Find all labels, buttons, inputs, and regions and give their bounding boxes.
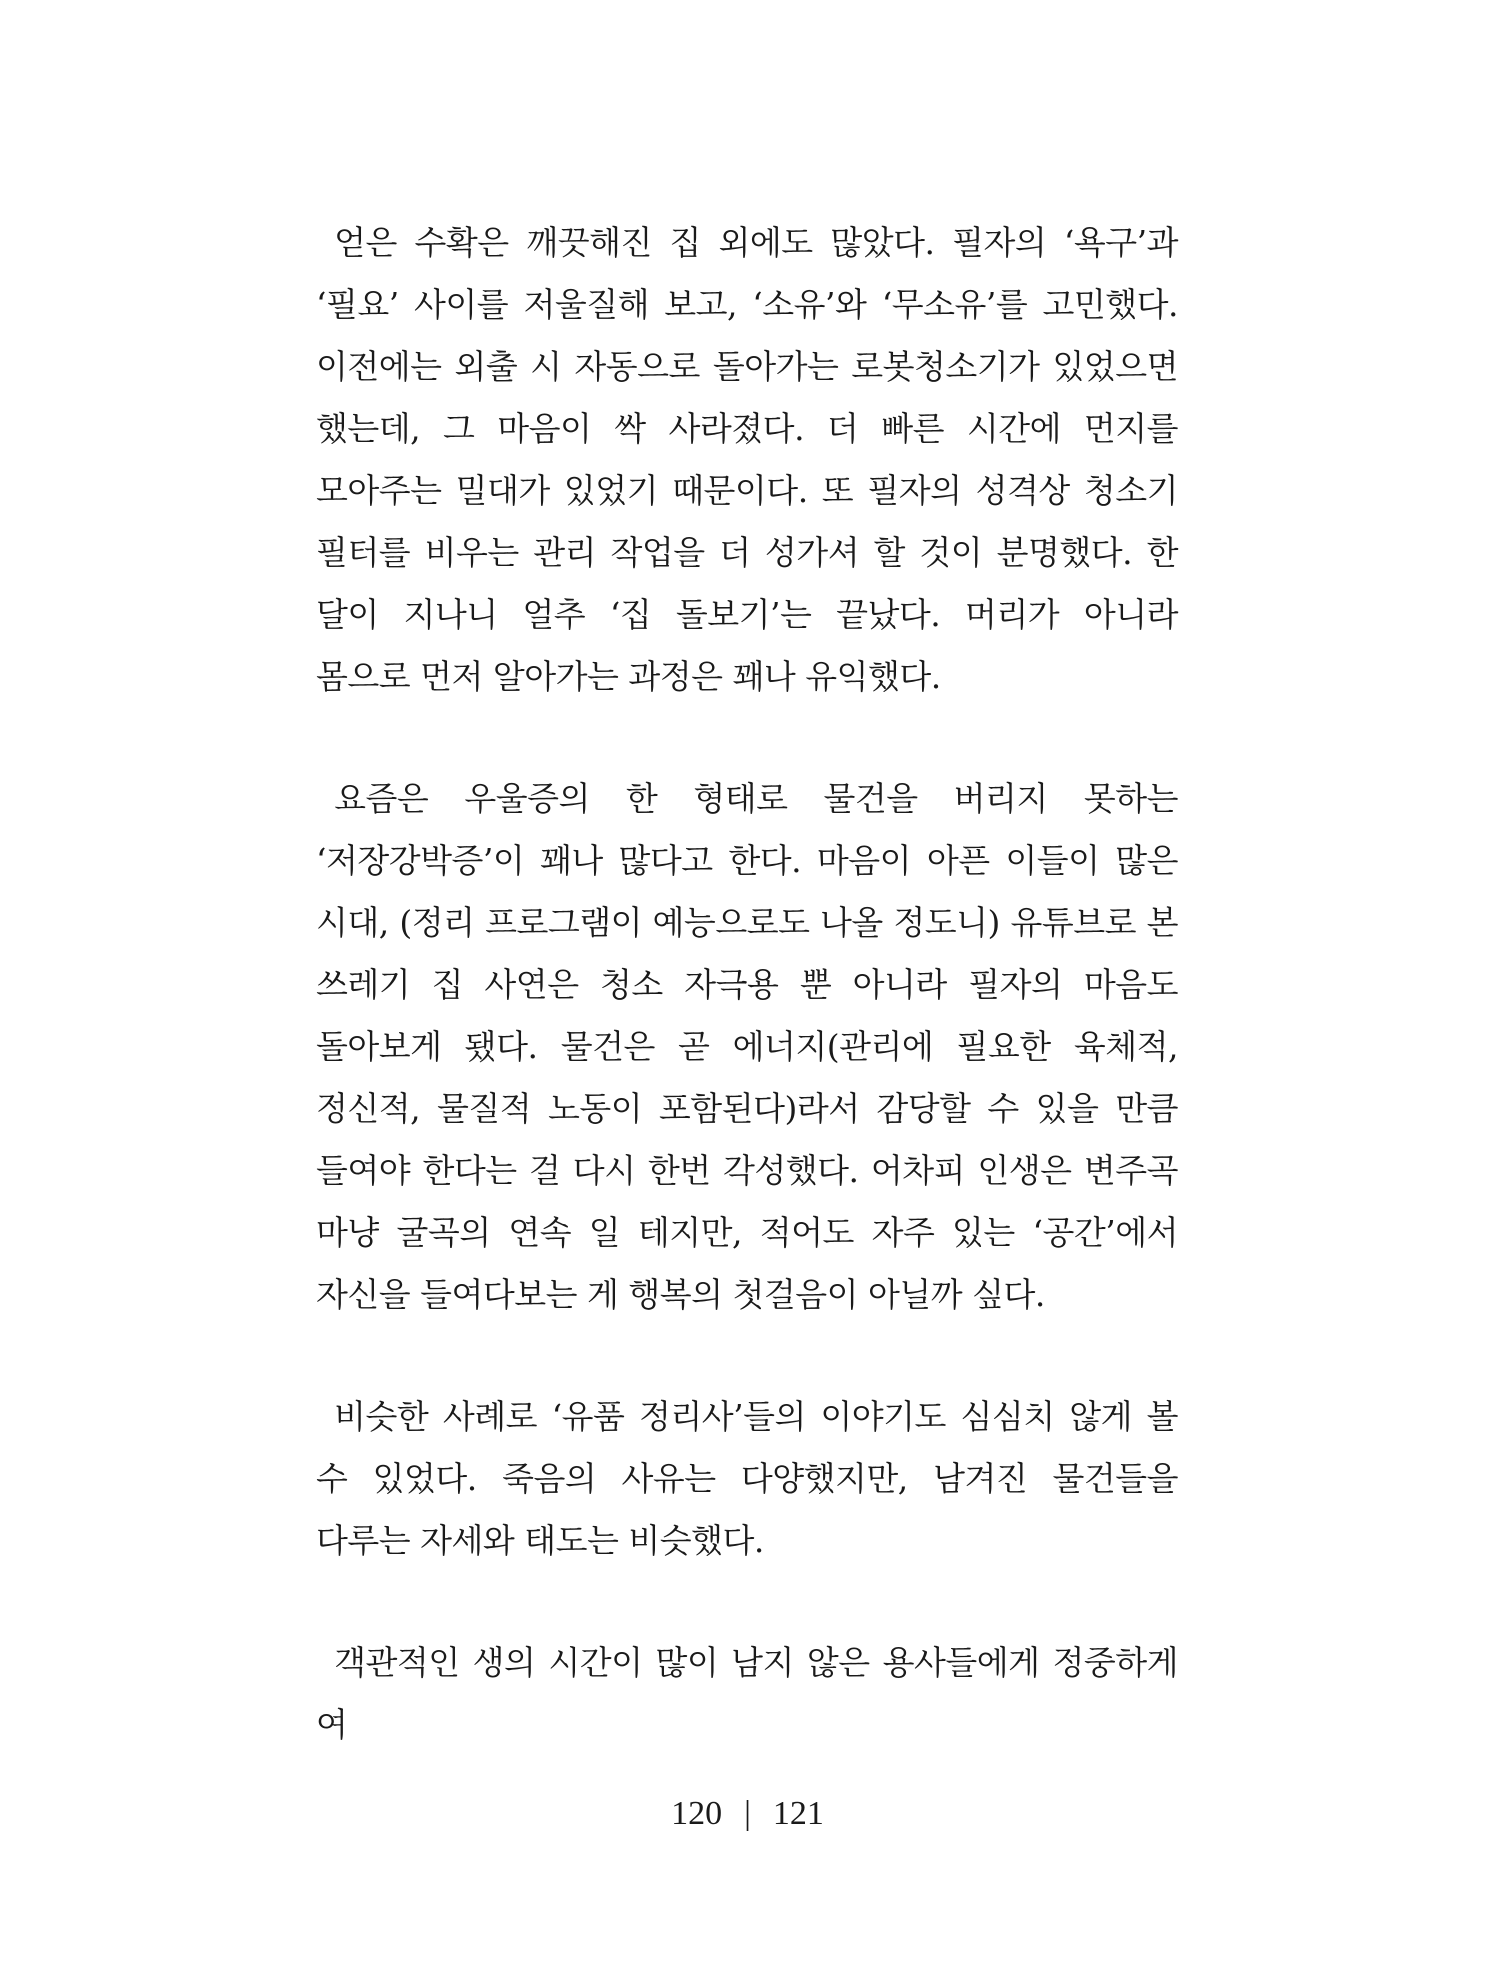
paragraph-3: 비슷한 사례로 ‘유품 정리사’들의 이야기도 심심치 않게 볼 수 있었다. 죽음의 사유는 다양했지만, 남겨진 물건들을 다루는 자세와 태도는 비슷했다. <box>316 1397 1178 1560</box>
page-number-footer <box>0 1795 1495 1833</box>
body-text <box>316 212 1178 1756</box>
paragraph-1: 얻은 수확은 깨끗해진 집 외에도 많았다. 필자의 ‘욕구’과 ‘필요’ 사이를 저울질해 보고, ‘소유’와 ‘무소유’를 고민했다. 이전에는 외출 시 자동으로 돌아가는 로봇청소기가 있었으면 했는데, 그 마음이 싹 사라졌다. 더 빠른 시간에 먼지를 모아주는 밀대가 있었기 때문이다. 또 필자의 성격상 청소기 필터를 비우는 관리 작업을 더 성가셔 할 것이 분명했다. 한 달이 지나니 얼추 ‘집 돌보기’는 끝났다. 머리가 아니라 몸으로 먼저 알아가는 과정은 꽤나 유익했다. <box>316 223 1178 696</box>
paragraph-2: 요즘은 우울증의 한 형태로 물건을 버리지 못하는 ‘저장강박증’이 꽤나 많다고 한다. 마음이 아픈 이들이 많은 시대, (정리 프로그램이 예능으로도 나올 정도니) 유튜브로 본 쓰레기 집 사연은 청소 자극용 뿐 아니라 필자의 마음도 돌아보게 됐다. 물건은 곧 에너지(관리에 필요한 육체적, 정신적, 물질적 노동이 포함된다)라서 감당할 수 있을 만큼 들여야 한다는 걸 다시 한번 각성했다. 어차피 인생은 변주곡 마냥 굴곡의 연속 일 테지만, 적어도 자주 있는 ‘공간’에서 자신을 들여다보는 게 행복의 첫걸음이 아닐까 싶다. <box>316 779 1178 1314</box>
left-page-number: 120 <box>671 1795 723 1832</box>
right-page-number: 121 <box>772 1795 824 1832</box>
paragraph-4: 객관적인 생의 시간이 많이 남지 않은 용사들에게 정중하게 여 <box>316 1643 1178 1744</box>
page-number-separator: | <box>744 1795 751 1832</box>
